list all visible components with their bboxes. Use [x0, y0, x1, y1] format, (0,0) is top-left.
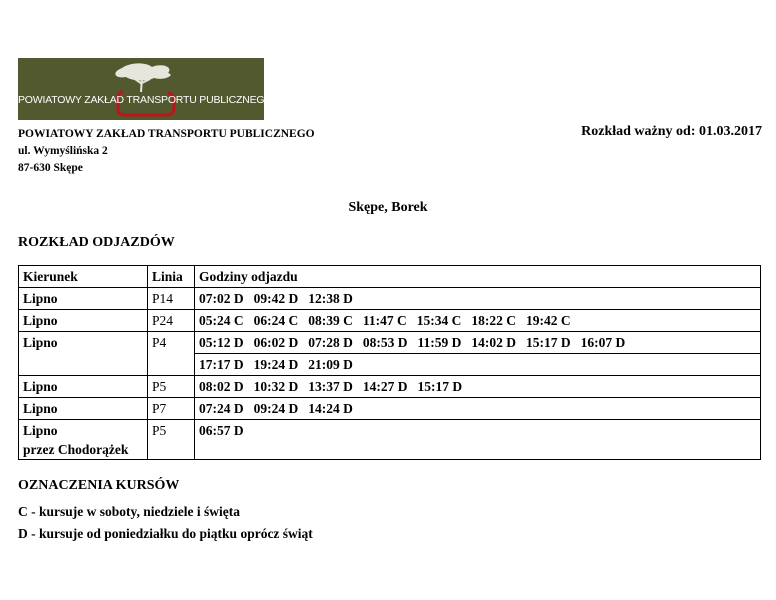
- row-direction: [19, 420, 148, 460]
- departure-time: 16:07 D: [580, 335, 626, 350]
- direction-text: Lipno: [23, 313, 58, 328]
- departure-time: 15:17 D: [417, 379, 463, 394]
- departure-time: 14:02 D: [471, 335, 516, 350]
- row-line: P4: [148, 332, 195, 376]
- departure-time: 18:22 C: [471, 313, 516, 328]
- row-direction: [19, 332, 148, 376]
- departure-time: 12:38 D: [308, 291, 353, 306]
- departure-time: 15:17 D: [526, 335, 571, 350]
- departure-time: 07:24 D: [199, 401, 244, 416]
- row-times: [195, 398, 761, 420]
- row-line: P5: [148, 376, 195, 398]
- departure-time: 08:02 D: [199, 379, 244, 394]
- legend-item-d: D - kursuje od poniedziałku do piątku oprócz świąt: [18, 526, 313, 541]
- departure-time: 05:12 D: [199, 335, 244, 350]
- departure-time: 09:42 D: [253, 291, 299, 306]
- row-times: [195, 420, 761, 460]
- departure-time: 06:02 D: [253, 335, 299, 350]
- direction-text: Lipno: [23, 401, 58, 416]
- departure-time: 19:24 D: [253, 357, 299, 372]
- direction-text: Lipno: [23, 291, 58, 306]
- header-direction: Kierunek: [19, 266, 148, 288]
- row-line: P5: [148, 420, 195, 460]
- departure-time: 10:32 D: [253, 379, 299, 394]
- table-row: [19, 288, 761, 310]
- row-direction: [19, 376, 148, 398]
- table-header-row: [19, 266, 761, 288]
- departure-time: 19:42 C: [526, 313, 571, 328]
- departure-time: 06:24 C: [253, 313, 299, 328]
- timetable-body: [19, 288, 761, 460]
- row-line: P7: [148, 398, 195, 420]
- departure-time: 07:28 D: [308, 335, 353, 350]
- departure-time: 17:17 D: [199, 357, 244, 372]
- table-row: [19, 376, 761, 398]
- row-direction: [19, 288, 148, 310]
- direction-text: Lipno: [23, 423, 58, 438]
- departure-time: 11:47 C: [362, 313, 407, 328]
- departure-time: 14:27 D: [362, 379, 408, 394]
- departure-time: 21:09 D: [308, 357, 353, 372]
- row-times-continued: [195, 354, 761, 376]
- departure-time: 15:34 C: [416, 313, 462, 328]
- row-direction: [19, 398, 148, 420]
- row-times: [195, 310, 761, 332]
- direction-text: Lipno: [23, 335, 58, 350]
- header-times: Godziny odjazdu: [195, 266, 761, 288]
- table-row: [19, 398, 761, 420]
- company-city: 87-630 Skępe: [18, 162, 83, 174]
- tree-bus-logo-icon: [18, 58, 273, 120]
- departure-time: 11:59 D: [417, 335, 462, 350]
- company-name: POWIATOWY ZAKŁAD TRANSPORTU PUBLICZNEGO: [18, 128, 315, 140]
- timetable: [18, 265, 761, 460]
- legend-item-c: C - kursuje w soboty, niedziele i święta: [18, 504, 240, 519]
- legend-title: OZNACZENIA KURSÓW: [18, 478, 180, 493]
- row-line: P14: [148, 288, 195, 310]
- valid-from-date: Rozkład ważny od: 01.03.2017: [581, 124, 762, 139]
- direction-text: Lipno: [23, 379, 58, 394]
- departure-time: 05:24 C: [199, 313, 244, 328]
- stop-name: Skępe, Borek: [348, 200, 428, 215]
- row-times: [195, 376, 761, 398]
- departure-time: 06:57 D: [199, 423, 244, 438]
- departure-time: 13:37 D: [308, 379, 353, 394]
- row-direction: [19, 310, 148, 332]
- departures-title: ROZKŁAD ODJAZDÓW: [18, 235, 175, 250]
- departure-time: 09:24 D: [253, 401, 299, 416]
- row-line: P24: [148, 310, 195, 332]
- table-row: [19, 310, 761, 332]
- header-line: Linia: [148, 266, 195, 288]
- row-times: [195, 288, 761, 310]
- logo-text: POWIATOWY ZAKŁAD TRANSPORTU PUBLICZNEGO: [18, 94, 273, 106]
- direction-via-text: przez Chodorążek: [23, 442, 129, 457]
- table-row: [19, 332, 761, 354]
- departure-time: 08:39 C: [308, 313, 353, 328]
- company-address: [18, 126, 315, 177]
- table-row: [19, 420, 761, 460]
- company-street: ul. Wymyślińska 2: [18, 145, 108, 157]
- row-times: [195, 332, 761, 354]
- departure-time: 07:02 D: [199, 291, 244, 306]
- company-logo: [18, 58, 273, 120]
- departure-time: 14:24 D: [308, 401, 353, 416]
- departure-time: 08:53 D: [362, 335, 408, 350]
